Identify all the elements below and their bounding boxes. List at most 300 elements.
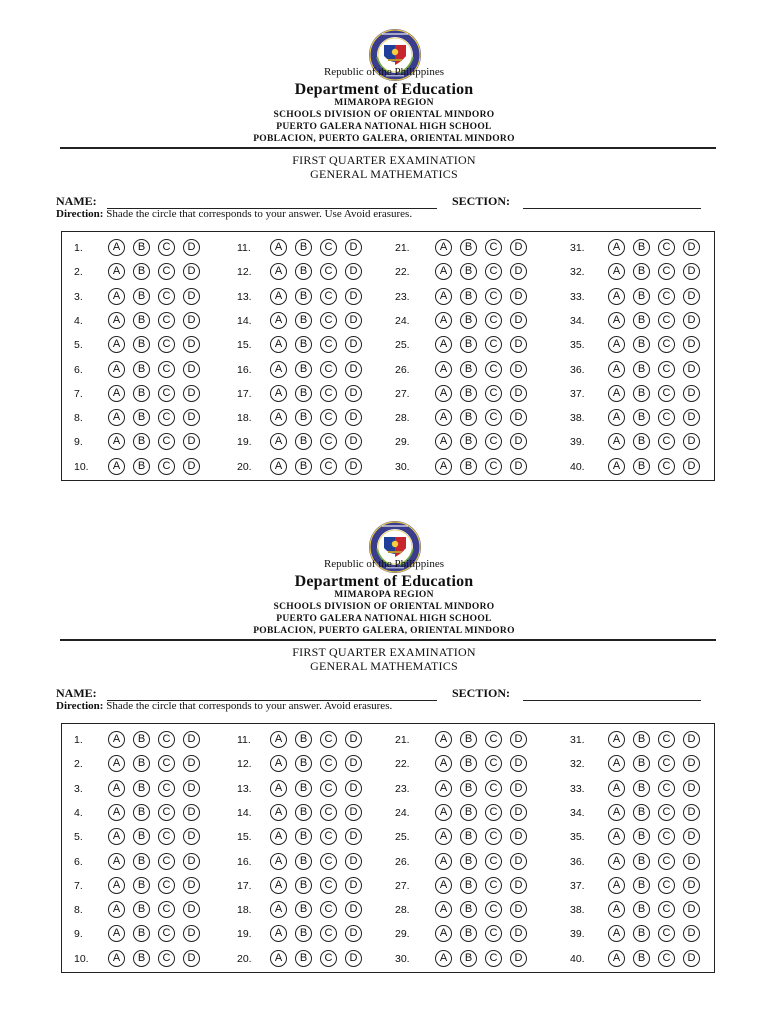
answer-bubble-a[interactable]: A bbox=[608, 828, 625, 845]
answer-bubble-a[interactable]: A bbox=[608, 458, 625, 475]
answer-bubble-c[interactable]: C bbox=[158, 312, 175, 329]
answer-bubble-b[interactable]: B bbox=[633, 239, 650, 256]
answer-bubble-a[interactable]: A bbox=[108, 288, 125, 305]
answer-bubble-d[interactable]: D bbox=[510, 780, 527, 797]
answer-bubble-a[interactable]: A bbox=[108, 780, 125, 797]
answer-bubble-a[interactable]: A bbox=[608, 312, 625, 329]
answer-bubble-d[interactable]: D bbox=[510, 263, 527, 280]
answer-bubble-c[interactable]: C bbox=[158, 950, 175, 967]
answer-bubble-d[interactable]: D bbox=[183, 853, 200, 870]
answer-bubble-d[interactable]: D bbox=[683, 433, 700, 450]
answer-bubble-c[interactable]: C bbox=[320, 853, 337, 870]
answer-bubble-a[interactable]: A bbox=[270, 731, 287, 748]
answer-bubble-b[interactable]: B bbox=[633, 780, 650, 797]
answer-bubble-b[interactable]: B bbox=[633, 853, 650, 870]
answer-bubble-a[interactable]: A bbox=[108, 312, 125, 329]
answer-bubble-b[interactable]: B bbox=[295, 361, 312, 378]
answer-bubble-c[interactable]: C bbox=[485, 828, 502, 845]
answer-bubble-b[interactable]: B bbox=[133, 950, 150, 967]
answer-bubble-b[interactable]: B bbox=[133, 288, 150, 305]
answer-bubble-b[interactable]: B bbox=[460, 828, 477, 845]
answer-bubble-d[interactable]: D bbox=[510, 755, 527, 772]
answer-bubble-c[interactable]: C bbox=[658, 385, 675, 402]
answer-bubble-c[interactable]: C bbox=[485, 312, 502, 329]
answer-bubble-a[interactable]: A bbox=[435, 853, 452, 870]
answer-bubble-a[interactable]: A bbox=[108, 336, 125, 353]
answer-bubble-c[interactable]: C bbox=[158, 263, 175, 280]
answer-bubble-c[interactable]: C bbox=[158, 828, 175, 845]
answer-bubble-b[interactable]: B bbox=[460, 336, 477, 353]
answer-bubble-b[interactable]: B bbox=[633, 950, 650, 967]
answer-bubble-a[interactable]: A bbox=[108, 828, 125, 845]
answer-bubble-c[interactable]: C bbox=[158, 804, 175, 821]
answer-bubble-c[interactable]: C bbox=[320, 731, 337, 748]
section-field[interactable] bbox=[523, 700, 701, 701]
answer-bubble-b[interactable]: B bbox=[133, 458, 150, 475]
answer-bubble-d[interactable]: D bbox=[510, 828, 527, 845]
answer-bubble-c[interactable]: C bbox=[320, 780, 337, 797]
answer-bubble-d[interactable]: D bbox=[183, 828, 200, 845]
answer-bubble-b[interactable]: B bbox=[295, 950, 312, 967]
answer-bubble-b[interactable]: B bbox=[133, 385, 150, 402]
answer-bubble-c[interactable]: C bbox=[658, 458, 675, 475]
answer-bubble-c[interactable]: C bbox=[158, 336, 175, 353]
answer-bubble-c[interactable]: C bbox=[158, 361, 175, 378]
answer-bubble-b[interactable]: B bbox=[295, 853, 312, 870]
answer-bubble-b[interactable]: B bbox=[295, 385, 312, 402]
answer-bubble-a[interactable]: A bbox=[435, 263, 452, 280]
answer-bubble-c[interactable]: C bbox=[320, 804, 337, 821]
answer-bubble-b[interactable]: B bbox=[133, 263, 150, 280]
answer-bubble-b[interactable]: B bbox=[295, 780, 312, 797]
answer-bubble-a[interactable]: A bbox=[435, 828, 452, 845]
answer-bubble-c[interactable]: C bbox=[658, 263, 675, 280]
answer-bubble-c[interactable]: C bbox=[485, 853, 502, 870]
answer-bubble-d[interactable]: D bbox=[345, 263, 362, 280]
answer-bubble-d[interactable]: D bbox=[683, 731, 700, 748]
answer-bubble-a[interactable]: A bbox=[108, 731, 125, 748]
answer-bubble-d[interactable]: D bbox=[183, 780, 200, 797]
answer-bubble-c[interactable]: C bbox=[158, 731, 175, 748]
answer-bubble-c[interactable]: C bbox=[320, 288, 337, 305]
answer-bubble-a[interactable]: A bbox=[435, 901, 452, 918]
answer-bubble-d[interactable]: D bbox=[683, 925, 700, 942]
answer-bubble-a[interactable]: A bbox=[108, 239, 125, 256]
answer-bubble-d[interactable]: D bbox=[510, 901, 527, 918]
answer-bubble-a[interactable]: A bbox=[270, 458, 287, 475]
answer-bubble-b[interactable]: B bbox=[460, 312, 477, 329]
answer-bubble-b[interactable]: B bbox=[133, 804, 150, 821]
answer-bubble-b[interactable]: B bbox=[295, 312, 312, 329]
answer-bubble-a[interactable]: A bbox=[270, 288, 287, 305]
answer-bubble-a[interactable]: A bbox=[608, 239, 625, 256]
answer-bubble-b[interactable]: B bbox=[133, 901, 150, 918]
answer-bubble-b[interactable]: B bbox=[633, 877, 650, 894]
answer-bubble-d[interactable]: D bbox=[510, 336, 527, 353]
answer-bubble-c[interactable]: C bbox=[485, 950, 502, 967]
answer-bubble-b[interactable]: B bbox=[133, 925, 150, 942]
answer-bubble-a[interactable]: A bbox=[108, 925, 125, 942]
answer-bubble-b[interactable]: B bbox=[633, 385, 650, 402]
answer-bubble-c[interactable]: C bbox=[658, 433, 675, 450]
answer-bubble-a[interactable]: A bbox=[608, 901, 625, 918]
answer-bubble-c[interactable]: C bbox=[320, 312, 337, 329]
answer-bubble-d[interactable]: D bbox=[683, 828, 700, 845]
answer-bubble-a[interactable]: A bbox=[435, 925, 452, 942]
answer-bubble-a[interactable]: A bbox=[608, 731, 625, 748]
answer-bubble-d[interactable]: D bbox=[345, 925, 362, 942]
answer-bubble-c[interactable]: C bbox=[658, 950, 675, 967]
answer-bubble-a[interactable]: A bbox=[435, 385, 452, 402]
answer-bubble-a[interactable]: A bbox=[608, 263, 625, 280]
answer-bubble-d[interactable]: D bbox=[345, 828, 362, 845]
answer-bubble-d[interactable]: D bbox=[183, 312, 200, 329]
answer-bubble-d[interactable]: D bbox=[345, 901, 362, 918]
answer-bubble-b[interactable]: B bbox=[633, 288, 650, 305]
answer-bubble-b[interactable]: B bbox=[460, 731, 477, 748]
answer-bubble-d[interactable]: D bbox=[683, 853, 700, 870]
answer-bubble-b[interactable]: B bbox=[133, 361, 150, 378]
answer-bubble-d[interactable]: D bbox=[345, 853, 362, 870]
answer-bubble-d[interactable]: D bbox=[183, 385, 200, 402]
answer-bubble-c[interactable]: C bbox=[320, 877, 337, 894]
answer-bubble-a[interactable]: A bbox=[108, 950, 125, 967]
answer-bubble-d[interactable]: D bbox=[683, 385, 700, 402]
answer-bubble-b[interactable]: B bbox=[133, 409, 150, 426]
answer-bubble-c[interactable]: C bbox=[158, 853, 175, 870]
answer-bubble-c[interactable]: C bbox=[485, 925, 502, 942]
answer-bubble-d[interactable]: D bbox=[345, 731, 362, 748]
answer-bubble-c[interactable]: C bbox=[485, 288, 502, 305]
answer-bubble-d[interactable]: D bbox=[683, 263, 700, 280]
answer-bubble-c[interactable]: C bbox=[658, 731, 675, 748]
answer-bubble-c[interactable]: C bbox=[320, 361, 337, 378]
answer-bubble-a[interactable]: A bbox=[108, 804, 125, 821]
answer-bubble-b[interactable]: B bbox=[633, 336, 650, 353]
answer-bubble-b[interactable]: B bbox=[460, 755, 477, 772]
answer-bubble-a[interactable]: A bbox=[435, 458, 452, 475]
answer-bubble-c[interactable]: C bbox=[320, 239, 337, 256]
answer-bubble-a[interactable]: A bbox=[435, 780, 452, 797]
answer-bubble-c[interactable]: C bbox=[658, 312, 675, 329]
answer-bubble-a[interactable]: A bbox=[608, 361, 625, 378]
answer-bubble-b[interactable]: B bbox=[460, 409, 477, 426]
answer-bubble-d[interactable]: D bbox=[345, 239, 362, 256]
answer-bubble-a[interactable]: A bbox=[270, 239, 287, 256]
answer-bubble-b[interactable]: B bbox=[460, 901, 477, 918]
answer-bubble-c[interactable]: C bbox=[485, 804, 502, 821]
answer-bubble-a[interactable]: A bbox=[270, 828, 287, 845]
answer-bubble-c[interactable]: C bbox=[485, 385, 502, 402]
answer-bubble-c[interactable]: C bbox=[658, 755, 675, 772]
answer-bubble-b[interactable]: B bbox=[460, 853, 477, 870]
answer-bubble-d[interactable]: D bbox=[183, 950, 200, 967]
answer-bubble-b[interactable]: B bbox=[633, 925, 650, 942]
answer-bubble-d[interactable]: D bbox=[510, 950, 527, 967]
answer-bubble-d[interactable]: D bbox=[345, 433, 362, 450]
answer-bubble-b[interactable]: B bbox=[133, 433, 150, 450]
answer-bubble-b[interactable]: B bbox=[460, 458, 477, 475]
answer-bubble-d[interactable]: D bbox=[510, 433, 527, 450]
answer-bubble-c[interactable]: C bbox=[485, 239, 502, 256]
answer-bubble-a[interactable]: A bbox=[270, 409, 287, 426]
answer-bubble-c[interactable]: C bbox=[158, 433, 175, 450]
answer-bubble-b[interactable]: B bbox=[295, 828, 312, 845]
answer-bubble-d[interactable]: D bbox=[683, 755, 700, 772]
answer-bubble-c[interactable]: C bbox=[320, 409, 337, 426]
answer-bubble-d[interactable]: D bbox=[183, 877, 200, 894]
answer-bubble-d[interactable]: D bbox=[183, 288, 200, 305]
answer-bubble-d[interactable]: D bbox=[510, 853, 527, 870]
answer-bubble-a[interactable]: A bbox=[108, 901, 125, 918]
answer-bubble-c[interactable]: C bbox=[658, 901, 675, 918]
answer-bubble-d[interactable]: D bbox=[510, 877, 527, 894]
answer-bubble-a[interactable]: A bbox=[435, 336, 452, 353]
answer-bubble-b[interactable]: B bbox=[633, 361, 650, 378]
answer-bubble-c[interactable]: C bbox=[158, 925, 175, 942]
answer-bubble-b[interactable]: B bbox=[133, 877, 150, 894]
answer-bubble-a[interactable]: A bbox=[608, 755, 625, 772]
answer-bubble-a[interactable]: A bbox=[435, 288, 452, 305]
answer-bubble-c[interactable]: C bbox=[158, 288, 175, 305]
answer-bubble-a[interactable]: A bbox=[435, 950, 452, 967]
answer-bubble-d[interactable]: D bbox=[183, 361, 200, 378]
answer-bubble-d[interactable]: D bbox=[683, 336, 700, 353]
answer-bubble-c[interactable]: C bbox=[485, 336, 502, 353]
answer-bubble-a[interactable]: A bbox=[270, 433, 287, 450]
answer-bubble-c[interactable]: C bbox=[658, 853, 675, 870]
answer-bubble-a[interactable]: A bbox=[270, 853, 287, 870]
answer-bubble-b[interactable]: B bbox=[133, 336, 150, 353]
answer-bubble-a[interactable]: A bbox=[108, 385, 125, 402]
answer-bubble-a[interactable]: A bbox=[270, 263, 287, 280]
answer-bubble-c[interactable]: C bbox=[320, 950, 337, 967]
answer-bubble-a[interactable]: A bbox=[435, 755, 452, 772]
answer-bubble-b[interactable]: B bbox=[460, 385, 477, 402]
answer-bubble-a[interactable]: A bbox=[608, 288, 625, 305]
answer-bubble-d[interactable]: D bbox=[683, 458, 700, 475]
answer-bubble-d[interactable]: D bbox=[345, 336, 362, 353]
answer-bubble-c[interactable]: C bbox=[158, 780, 175, 797]
answer-bubble-b[interactable]: B bbox=[295, 433, 312, 450]
answer-bubble-a[interactable]: A bbox=[435, 731, 452, 748]
answer-bubble-b[interactable]: B bbox=[295, 336, 312, 353]
answer-bubble-c[interactable]: C bbox=[658, 336, 675, 353]
answer-bubble-c[interactable]: C bbox=[485, 361, 502, 378]
answer-bubble-d[interactable]: D bbox=[183, 755, 200, 772]
answer-bubble-d[interactable]: D bbox=[345, 780, 362, 797]
answer-bubble-d[interactable]: D bbox=[345, 312, 362, 329]
answer-bubble-c[interactable]: C bbox=[485, 877, 502, 894]
answer-bubble-b[interactable]: B bbox=[295, 901, 312, 918]
answer-bubble-c[interactable]: C bbox=[158, 239, 175, 256]
answer-bubble-d[interactable]: D bbox=[683, 312, 700, 329]
answer-bubble-c[interactable]: C bbox=[485, 780, 502, 797]
answer-bubble-a[interactable]: A bbox=[435, 877, 452, 894]
answer-bubble-c[interactable]: C bbox=[158, 901, 175, 918]
answer-bubble-a[interactable]: A bbox=[608, 877, 625, 894]
answer-bubble-a[interactable]: A bbox=[608, 925, 625, 942]
answer-bubble-a[interactable]: A bbox=[108, 433, 125, 450]
answer-bubble-c[interactable]: C bbox=[320, 925, 337, 942]
answer-bubble-b[interactable]: B bbox=[295, 925, 312, 942]
answer-bubble-b[interactable]: B bbox=[133, 755, 150, 772]
answer-bubble-d[interactable]: D bbox=[683, 239, 700, 256]
answer-bubble-a[interactable]: A bbox=[608, 853, 625, 870]
answer-bubble-d[interactable]: D bbox=[510, 731, 527, 748]
answer-bubble-b[interactable]: B bbox=[133, 828, 150, 845]
answer-bubble-b[interactable]: B bbox=[295, 288, 312, 305]
answer-bubble-b[interactable]: B bbox=[133, 780, 150, 797]
answer-bubble-c[interactable]: C bbox=[320, 828, 337, 845]
answer-bubble-d[interactable]: D bbox=[183, 263, 200, 280]
answer-bubble-d[interactable]: D bbox=[683, 877, 700, 894]
answer-bubble-b[interactable]: B bbox=[460, 950, 477, 967]
answer-bubble-a[interactable]: A bbox=[270, 780, 287, 797]
answer-bubble-a[interactable]: A bbox=[270, 877, 287, 894]
answer-bubble-a[interactable]: A bbox=[608, 780, 625, 797]
answer-bubble-a[interactable]: A bbox=[108, 409, 125, 426]
answer-bubble-b[interactable]: B bbox=[633, 901, 650, 918]
answer-bubble-d[interactable]: D bbox=[183, 901, 200, 918]
answer-bubble-a[interactable]: A bbox=[270, 901, 287, 918]
answer-bubble-c[interactable]: C bbox=[158, 755, 175, 772]
answer-bubble-d[interactable]: D bbox=[683, 361, 700, 378]
answer-bubble-c[interactable]: C bbox=[658, 409, 675, 426]
answer-bubble-c[interactable]: C bbox=[320, 263, 337, 280]
answer-bubble-c[interactable]: C bbox=[485, 901, 502, 918]
answer-bubble-c[interactable]: C bbox=[320, 336, 337, 353]
answer-bubble-d[interactable]: D bbox=[183, 409, 200, 426]
answer-bubble-c[interactable]: C bbox=[158, 877, 175, 894]
answer-bubble-d[interactable]: D bbox=[345, 458, 362, 475]
answer-bubble-d[interactable]: D bbox=[183, 804, 200, 821]
answer-bubble-d[interactable]: D bbox=[510, 409, 527, 426]
answer-bubble-d[interactable]: D bbox=[345, 804, 362, 821]
answer-bubble-c[interactable]: C bbox=[485, 433, 502, 450]
answer-bubble-d[interactable]: D bbox=[345, 755, 362, 772]
answer-bubble-b[interactable]: B bbox=[295, 877, 312, 894]
answer-bubble-a[interactable]: A bbox=[108, 361, 125, 378]
answer-bubble-d[interactable]: D bbox=[683, 901, 700, 918]
answer-bubble-a[interactable]: A bbox=[608, 409, 625, 426]
answer-bubble-d[interactable]: D bbox=[683, 409, 700, 426]
answer-bubble-c[interactable]: C bbox=[658, 877, 675, 894]
answer-bubble-d[interactable]: D bbox=[183, 336, 200, 353]
answer-bubble-a[interactable]: A bbox=[270, 804, 287, 821]
answer-bubble-a[interactable]: A bbox=[435, 409, 452, 426]
answer-bubble-b[interactable]: B bbox=[295, 263, 312, 280]
answer-bubble-d[interactable]: D bbox=[345, 385, 362, 402]
answer-bubble-d[interactable]: D bbox=[183, 925, 200, 942]
answer-bubble-a[interactable]: A bbox=[270, 336, 287, 353]
answer-bubble-b[interactable]: B bbox=[460, 263, 477, 280]
answer-bubble-a[interactable]: A bbox=[608, 950, 625, 967]
answer-bubble-a[interactable]: A bbox=[435, 312, 452, 329]
answer-bubble-a[interactable]: A bbox=[608, 336, 625, 353]
answer-bubble-d[interactable]: D bbox=[683, 950, 700, 967]
answer-bubble-b[interactable]: B bbox=[133, 731, 150, 748]
answer-bubble-c[interactable]: C bbox=[320, 755, 337, 772]
answer-bubble-d[interactable]: D bbox=[510, 239, 527, 256]
answer-bubble-a[interactable]: A bbox=[270, 925, 287, 942]
answer-bubble-b[interactable]: B bbox=[295, 458, 312, 475]
answer-bubble-d[interactable]: D bbox=[510, 312, 527, 329]
answer-bubble-b[interactable]: B bbox=[633, 755, 650, 772]
answer-bubble-a[interactable]: A bbox=[108, 853, 125, 870]
answer-bubble-b[interactable]: B bbox=[633, 409, 650, 426]
answer-bubble-c[interactable]: C bbox=[485, 731, 502, 748]
answer-bubble-d[interactable]: D bbox=[183, 731, 200, 748]
answer-bubble-c[interactable]: C bbox=[658, 361, 675, 378]
answer-bubble-b[interactable]: B bbox=[633, 263, 650, 280]
answer-bubble-d[interactable]: D bbox=[510, 385, 527, 402]
answer-bubble-b[interactable]: B bbox=[295, 731, 312, 748]
answer-bubble-b[interactable]: B bbox=[460, 925, 477, 942]
answer-bubble-c[interactable]: C bbox=[485, 409, 502, 426]
answer-bubble-b[interactable]: B bbox=[295, 409, 312, 426]
answer-bubble-a[interactable]: A bbox=[108, 458, 125, 475]
answer-bubble-b[interactable]: B bbox=[460, 239, 477, 256]
answer-bubble-b[interactable]: B bbox=[295, 804, 312, 821]
answer-bubble-a[interactable]: A bbox=[608, 804, 625, 821]
answer-bubble-a[interactable]: A bbox=[435, 433, 452, 450]
answer-bubble-d[interactable]: D bbox=[183, 458, 200, 475]
answer-bubble-c[interactable]: C bbox=[320, 458, 337, 475]
answer-bubble-c[interactable]: C bbox=[658, 780, 675, 797]
answer-bubble-c[interactable]: C bbox=[658, 804, 675, 821]
answer-bubble-b[interactable]: B bbox=[460, 804, 477, 821]
answer-bubble-b[interactable]: B bbox=[133, 853, 150, 870]
answer-bubble-a[interactable]: A bbox=[608, 433, 625, 450]
answer-bubble-a[interactable]: A bbox=[270, 755, 287, 772]
answer-bubble-c[interactable]: C bbox=[485, 755, 502, 772]
answer-bubble-d[interactable]: D bbox=[183, 239, 200, 256]
answer-bubble-d[interactable]: D bbox=[183, 433, 200, 450]
answer-bubble-d[interactable]: D bbox=[345, 409, 362, 426]
answer-bubble-d[interactable]: D bbox=[510, 458, 527, 475]
answer-bubble-d[interactable]: D bbox=[345, 361, 362, 378]
answer-bubble-d[interactable]: D bbox=[345, 950, 362, 967]
answer-bubble-d[interactable]: D bbox=[345, 877, 362, 894]
answer-bubble-b[interactable]: B bbox=[460, 433, 477, 450]
answer-bubble-b[interactable]: B bbox=[460, 780, 477, 797]
answer-bubble-b[interactable]: B bbox=[295, 755, 312, 772]
answer-bubble-a[interactable]: A bbox=[608, 385, 625, 402]
answer-bubble-b[interactable]: B bbox=[633, 458, 650, 475]
answer-bubble-c[interactable]: C bbox=[658, 288, 675, 305]
answer-bubble-d[interactable]: D bbox=[345, 288, 362, 305]
answer-bubble-b[interactable]: B bbox=[633, 804, 650, 821]
answer-bubble-b[interactable]: B bbox=[133, 312, 150, 329]
answer-bubble-a[interactable]: A bbox=[270, 361, 287, 378]
answer-bubble-a[interactable]: A bbox=[108, 263, 125, 280]
answer-bubble-c[interactable]: C bbox=[658, 828, 675, 845]
answer-bubble-c[interactable]: C bbox=[158, 458, 175, 475]
answer-bubble-a[interactable]: A bbox=[108, 755, 125, 772]
section-field[interactable] bbox=[523, 208, 701, 209]
answer-bubble-b[interactable]: B bbox=[633, 433, 650, 450]
answer-bubble-b[interactable]: B bbox=[295, 239, 312, 256]
answer-bubble-b[interactable]: B bbox=[460, 288, 477, 305]
answer-bubble-d[interactable]: D bbox=[683, 780, 700, 797]
answer-bubble-c[interactable]: C bbox=[658, 925, 675, 942]
answer-bubble-c[interactable]: C bbox=[485, 458, 502, 475]
answer-bubble-c[interactable]: C bbox=[158, 385, 175, 402]
answer-bubble-b[interactable]: B bbox=[633, 312, 650, 329]
answer-bubble-d[interactable]: D bbox=[510, 925, 527, 942]
answer-bubble-a[interactable]: A bbox=[108, 877, 125, 894]
